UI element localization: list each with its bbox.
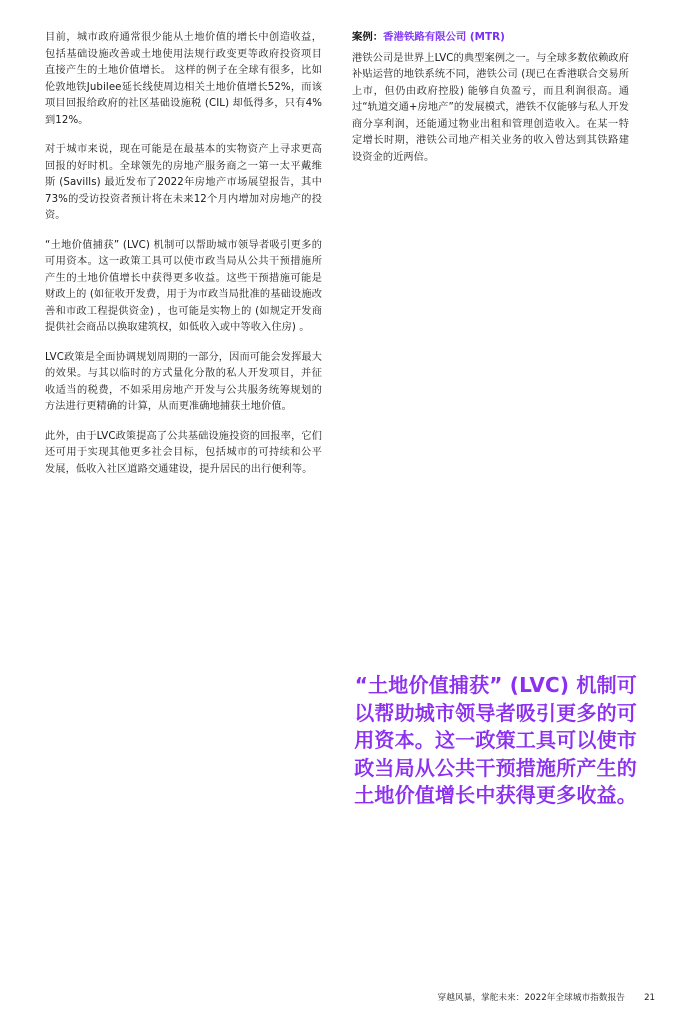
body-paragraph: “土地价值捕获” (LVC) 机制可以帮助城市领导者吸引更多的可用资本。这一政策工具可以使市政当局从公共干预措施所产生的土地价值增长中获得更多收益。这些干预措施可能是财政上的 (如征收开发费，用于为市政当局批准的基础设施改善和市政工程提供资金) ，也可能是实物上的 (如规定开发商提供社会商品以换取建筑权，如低收入或中等收入住房) 。 <box>45 239 322 334</box>
pull-quote: “土地价值捕获” (LVC) 机制可以帮助城市领导者吸引更多的可用资本。这一政策工具可以使市政当局从公共干预措施所产生的土地价值增长中获得更多收益。 <box>354 673 637 808</box>
page-number: 21 <box>644 993 655 1003</box>
case-study-heading <box>352 30 629 46</box>
case-study-title: 香港铁路有限公司 (MTR) <box>383 31 505 43</box>
footer-title: 穿越风暴，掌舵未来：2022年全球城市指数报告 <box>437 993 625 1003</box>
body-paragraph: 此外，由于LVC政策提高了公共基础设施投资的回报率，它们还可用于实现其他更多社会目标，包括城市的可持续和公平发展，低收入社区道路交通建设，提升居民的出行便利等。 <box>45 430 322 475</box>
right-column <box>352 30 629 179</box>
body-paragraph: 对于城市来说，现在可能是在最基本的实物资产上寻求更高回报的好时机。全球领先的房地产服务商之一第一太平戴维斯 (Savills) 最近发布了2022年房地产市场展望报告，其中73%的受访投资者预计将在未来12个月内增加对房地产的投资。 <box>45 144 322 222</box>
body-paragraph: 港铁公司是世界上LVC的典型案例之一。与全球多数依赖政府补贴运营的地铁系统不同，港铁公司 (现已在香港联合交易所上市，但仍由政府控股) 能够自负盈亏，而且利润很高。通过“轨道交通+房地产”的发展模式，港铁不仅能够与私人开发商分享利润，还能通过物业出租和管理创造收入。在某一特定增长时期，港铁公司地产相关业务的收入曾达到其铁路建设资金的近两倍。 <box>352 52 629 163</box>
page-footer <box>45 989 655 1003</box>
body-paragraph: 目前，城市政府通常很少能从土地价值的增长中创造收益，包括基础设施改善或土地使用法规行政变更等政府投资项目直接产生的土地价值增长。 这样的例子在全球有很多，比如伦敦地铁Jubilee延长线使周边相关土地价值增长52%，而该项目回报给政府的社区基础设施税 (CIL) 却低得多，只有4%到12%。 <box>45 32 322 126</box>
left-column <box>45 30 322 491</box>
case-study-label: 案例： <box>352 31 384 43</box>
body-paragraph: LVC政策是全面协调规划周期的一部分，因而可能会发挥最大的效果。与其以临时的方式量化分散的私人开发项目，并征收适当的税费，不如采用房地产开发与公共服务统筹规划的方法进行更精确的计算，从而更准确地捕获土地价值。 <box>45 351 322 413</box>
